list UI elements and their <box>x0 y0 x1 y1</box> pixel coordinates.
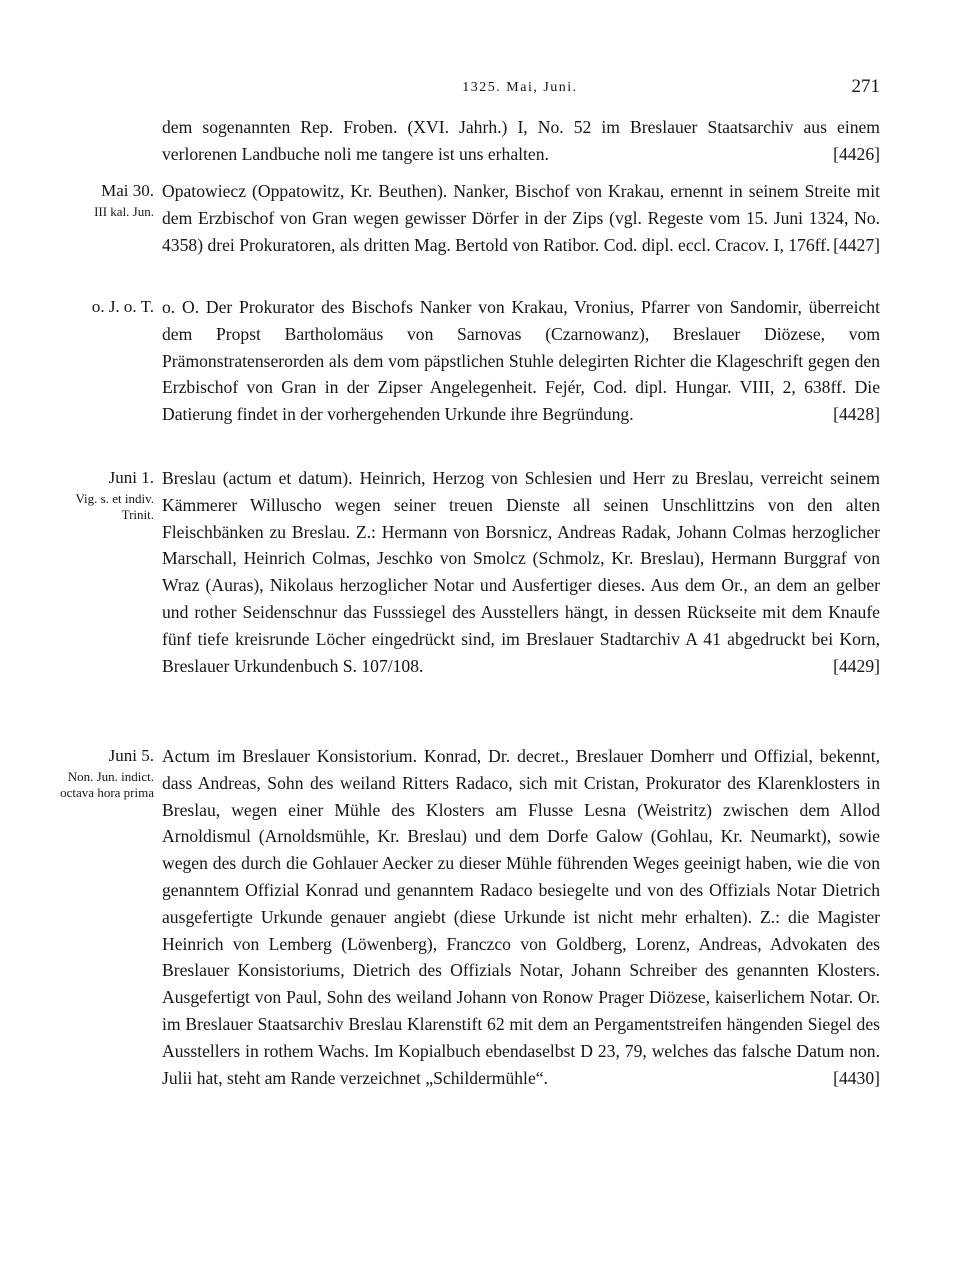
entry-body: Opatowiecz (Oppatowitz, Kr. Beuthen). Nanker, Bischof von Krakau, ernennt in seinem Streite mit dem Erzbischof von Gran wegen gewisser Dörfer in der Zips (vgl. Regeste vom 15. Juni 1324, No. 4358) drei Prokuratoren, als dritten Mag. Bertold von Ratibor. Cod. dipl. eccl. Cracov. I, 176ff. <box>162 181 880 255</box>
margin-date <box>48 178 154 220</box>
margin-date-sub: III kal. Jun. <box>94 204 154 219</box>
entry-text <box>162 294 880 428</box>
entry-text <box>162 743 880 1091</box>
margin-date-main: Juni 5. <box>108 746 154 765</box>
entry-text <box>162 465 880 679</box>
margin-date-main: Mai 30. <box>101 181 154 200</box>
entry-body: o. O. Der Prokurator des Bischofs Nanker von Krakau, Vronius, Pfarrer von Sandomir, überreicht dem Propst Bartholomäus von Sarnovas (Czarnowanz), Breslauer Diözese, vom Prämonstratenserorden als dem vom päpstlichen Stuhle delegirten Richter die Klageschrift gegen den Erzbischof von Gran in der Zipser Angelegenheit. Fejér, Cod. dipl. Hungar. VIII, 2, 638ff. Die Datierung findet in der vorhergehenden Urkunde ihre Begründung. <box>162 297 880 425</box>
margin-date-main: o. J. o. T. <box>91 297 154 316</box>
running-title: 1325. Mai, Juni. <box>462 80 578 95</box>
entry-body: Actum im Breslauer Konsistorium. Konrad, Dr. decret., Breslauer Domherr und Offizial, bekennt, dass Andreas, Sohn des weiland Ritters Radaco, sich mit Cristan, Prokurator des Klarenklosters in Breslau, wegen einer Mühle des Klosters am Flusse Lesna (Weistritz) zwischen dem Allod Arnoldismul (Arnoldsmühle, Kr. Breslau) und dem Dorfe Galow (Gohlau, Kr. Neumarkt), sowie wegen des durch die Gohlauer Aecker zu dieser Mühle führenden Weges geeinigt haben, wie die von genanntem Offizial Konrad und genanntem Radaco besiegelte und von des Offizials Notar Dietrich ausgefertigte Urkunde genauer angiebt (diese Urkunde ist nicht mehr erhalten). Z.: die Magister Heinrich von Lemberg (Löwenberg), Franczco von Goldberg, Lorenz, Andreas, Advokaten des Breslauer Konsistoriums, Dietrich des Offizials Notar, Johann Schreiber des genannten Klosters. Ausgefertigt von Paul, Sohn des weiland Johann von Ronow Prager Diözese, kaiserlichem Notar. Or. im Breslauer Staatsarchiv Breslau Klarenstift 62 mit dem an Pergamentstreifen hängenden Siegel des Ausstellers in rothem Wachs. Im Kopialbuch ebendaselbst D 23, 79, welches das falsche Datum non. Julii hat, steht am Rande verzeichnet „Schildermühle“. <box>162 746 880 1088</box>
entry-text <box>162 178 880 258</box>
margin-date-main: Juni 1. <box>108 468 154 487</box>
entry-number: [4430] <box>833 1067 880 1088</box>
entry-number: [4429] <box>833 655 880 676</box>
page-number: 271 <box>851 76 880 97</box>
entry-text <box>162 114 880 168</box>
entry-number: [4427] <box>833 234 880 255</box>
margin-date <box>48 294 154 320</box>
margin-date <box>48 465 154 523</box>
margin-date-sub: Non. Jun. indict. octava hora prima <box>60 769 154 800</box>
page-header <box>160 74 880 104</box>
entry-number: [4428] <box>833 404 880 425</box>
entry-body: dem sogenannten Rep. Froben. (XVI. Jahrh.) I, No. 52 im Breslauer Staatsarchiv aus einem verlorenen Landbuche noli me tangere ist uns erhalten. <box>162 117 880 164</box>
margin-date-sub: Vig. s. et indiv. Trinit. <box>75 491 154 522</box>
entry-number: [4426] <box>833 143 880 164</box>
entry-body: Breslau (actum et datum). Heinrich, Herzog von Schlesien und Herr zu Breslau, verreicht seinem Kämmerer Willuscho wegen seiner treuen Dienste all seinen Unschlittzins von den alten Fleischbänken zu Breslau. Z.: Hermann von Borsnicz, Andreas Radak, Johann Colmas herzoglicher Marschall, Heinrich Colmas, Jeschko von Smolcz (Schmolz, Kr. Breslau), Hermann Burggraf von Wraz (Auras), Nikolaus herzoglicher Notar und Ausfertiger dieses. Aus dem Or., an dem an gelber und rother Seidenschnur das Fusssiegel des Ausstellers hängt, in dessen Rückseite mit dem Knaufe fünf tiefe kreisrunde Löcher eingedrückt sind, im Breslauer Stadtarchiv A 41 abgedruckt bei Korn, Breslauer Urkundenbuch S. 107/108. <box>162 468 880 676</box>
margin-date <box>48 743 154 801</box>
